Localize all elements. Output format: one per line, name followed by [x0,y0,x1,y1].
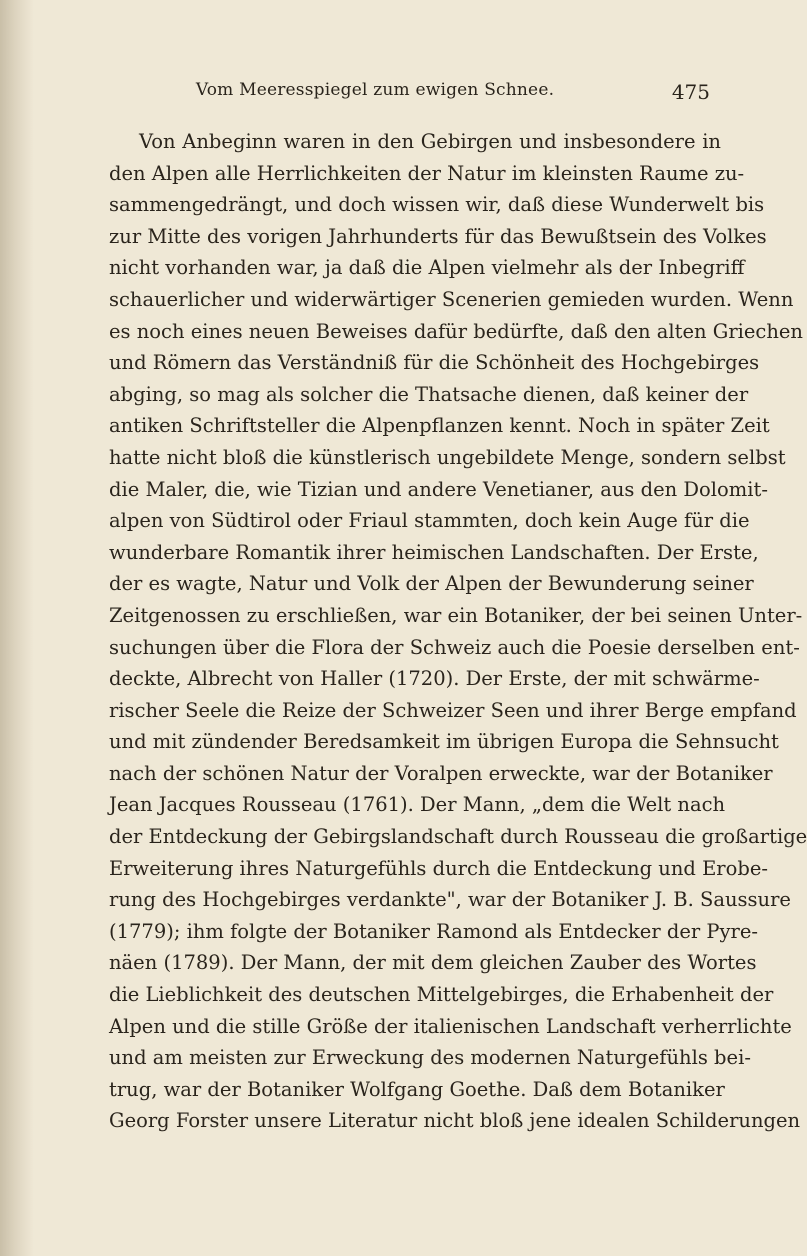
text-line: rischer Seele die Reize der Schweizer Seen und ihrer Berge empfand [109,698,797,722]
text-line: alpen von Südtirol oder Friaul stammten, doch kein Auge für die [109,509,750,533]
text-line: Erweiterung ihres Naturgefühls durch die Entdeckung und Erobe- [109,856,768,880]
page-header [110,80,710,110]
text-line: nicht vorhanden war, ja daß die Alpen vielmehr als der Inbegriff [109,256,745,280]
text-line: Zeitgenossen zu erschließen, war ein Botaniker, der bei seinen Unter- [109,603,803,627]
text-line: und am meisten zur Erweckung des modernen Naturgefühls bei- [109,1046,751,1070]
text-line: die Maler, die, wie Tizian und andere Venetianer, aus den Dolomit- [109,477,768,501]
text-line: und mit zündender Beredsamkeit im übrigen Europa die Sehnsucht [109,730,779,754]
text-line: näen (1789). Der Mann, der mit dem gleichen Zauber des Wortes [109,951,757,975]
text-line: suchungen über die Flora der Schweiz auch die Poesie derselben ent- [109,635,800,659]
page-gutter-shadow [0,0,34,1256]
text-line: und Römern das Verständniß für die Schönheit des Hochgebirges [109,351,760,375]
text-line: zur Mitte des vorigen Jahrhunderts für das Bewußtsein des Volkes [109,224,767,248]
text-line: es noch eines neuen Beweises dafür bedürfte, daß den alten Griechen [109,319,803,343]
text-line: der Entdeckung der Gebirgslandschaft durch Rousseau die großartige [109,825,807,849]
text-line: trug, war der Botaniker Wolfgang Goethe. Daß dem Botaniker [109,1077,725,1101]
text-line: sammengedrängt, und doch wissen wir, daß diese Wunderwelt bis [109,193,765,217]
text-line: wunderbare Romantik ihrer heimischen Landschaften. Der Erste, [109,540,759,564]
text-line: rung des Hochgebirges verdankte", war der Botaniker J. B. Saussure [109,888,791,912]
text-line: den Alpen alle Herrlichkeiten der Natur im kleinsten Raume zu- [109,161,745,185]
text-line: nach der schönen Natur der Voralpen erweckte, war der Botaniker [109,761,773,785]
page-number: 475 [671,80,710,104]
text-line: (1779); ihm folgte der Botaniker Ramond als Entdecker der Pyre- [109,919,758,943]
text-line: Von Anbeginn waren in den Gebirgen und insbesondere in [139,130,721,153]
text-line: deckte, Albrecht von Haller (1720). Der Erste, der mit schwärme- [109,667,760,691]
text-line: schauerlicher und widerwärtiger Scenerien gemieden wurden. Wenn [109,287,794,311]
text-line: abging, so mag als solcher die Thatsache dienen, daß keiner der [109,382,749,406]
text-line: hatte nicht bloß die künstlerisch ungebildete Menge, sondern selbst [109,445,786,469]
text-line: Jean Jacques Rousseau (1761). Der Mann, „dem die Welt nach [109,793,726,817]
text-line: die Lieblichkeit des deutschen Mittelgebirges, die Erhabenheit der [109,983,774,1007]
text-line: Georg Forster unsere Literatur nicht bloß jene idealen Schilderungen [109,1109,801,1133]
text-line: antiken Schriftsteller die Alpenpflanzen kennt. Noch in später Zeit [109,414,770,438]
running-head: Vom Meeresspiegel zum ewigen Schnee. [195,80,555,100]
body-text [109,126,807,1137]
text-line: der es wagte, Natur und Volk der Alpen der Bewunderung seiner [109,572,754,596]
text-line: Alpen und die stille Größe der italienischen Landschaft verherrlichte [109,1014,792,1038]
